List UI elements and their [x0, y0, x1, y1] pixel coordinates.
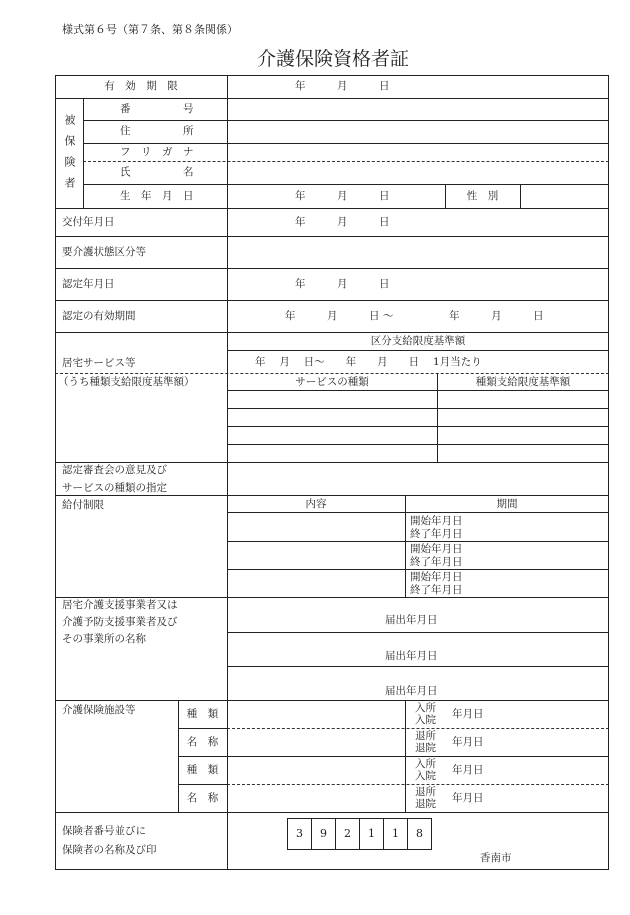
- home-services-label: 居宅サービス等: [62, 357, 136, 369]
- facility-date-label: 年月日: [452, 736, 484, 748]
- rule-vertical: [405, 495, 406, 597]
- insured-number-label: 番 号: [120, 103, 194, 115]
- rule-horizontal: [227, 408, 609, 409]
- restriction-start-label: 開始年月日: [410, 515, 463, 527]
- facility-date-label: 年月日: [452, 792, 484, 804]
- rule-horizontal: [55, 300, 609, 301]
- admission-label: 入所: [415, 702, 436, 714]
- rule-horizontal: [227, 512, 609, 513]
- restriction-end-label: 終了年月日: [410, 556, 463, 568]
- facility-name-label: 名 称: [186, 792, 219, 804]
- care-support-label-1: 居宅介護支援事業者又は: [62, 599, 178, 611]
- issue-date: 年 月 日: [295, 216, 390, 228]
- rule-horizontal: [227, 350, 609, 351]
- restriction-period-header: 期間: [496, 498, 518, 510]
- insurer-number-digit: 1: [383, 818, 408, 850]
- certification-period-label: 認定の有効期間: [62, 310, 136, 322]
- certification-period: 年 月 日 ～ 年 月 日: [285, 310, 544, 322]
- limit-header: 区分支給限度基準額: [370, 335, 466, 347]
- facility-type-label: 種 類: [186, 764, 219, 776]
- facility-date-label: 年月日: [452, 764, 484, 776]
- insurer-number-digit: 2: [335, 818, 360, 850]
- rule-horizontal: [55, 332, 609, 333]
- notification-date-label: 届出年月日: [385, 650, 438, 662]
- limit-period: 年 月 日～ 年 月 日 1月当たり: [255, 356, 482, 368]
- insurer-number-boxes: [287, 818, 432, 850]
- insurer-label-1: 保険者番号並びに: [62, 825, 146, 837]
- insured-sex-label: 性 別: [466, 190, 499, 202]
- insured-name-label: 氏 名: [120, 166, 194, 178]
- notification-date-label: 届出年月日: [385, 685, 438, 697]
- benefit-restriction-label: 給付制限: [62, 499, 104, 511]
- insurer-number-digit: 3: [287, 818, 312, 850]
- rule-horizontal: [55, 462, 609, 463]
- rule-horizontal: [83, 184, 609, 185]
- hospital-discharge-label: 退院: [415, 742, 436, 754]
- care-support-label-3: その事業所の名称: [62, 633, 146, 645]
- rule-horizontal: [227, 632, 609, 633]
- care-support-label-2: 介護予防支援事業者及び: [62, 616, 178, 628]
- rule-vertical: [405, 700, 406, 812]
- rule-horizontal: [227, 444, 609, 445]
- certification-date-label: 認定年月日: [62, 278, 115, 290]
- restriction-end-label: 終了年月日: [410, 528, 463, 540]
- facility-label: 介護保険施設等: [62, 704, 136, 716]
- rule-dashed: [227, 728, 609, 729]
- insurer-number-digit: 1: [359, 818, 384, 850]
- review-opinion-label-1: 認定審査会の意見及び: [62, 464, 167, 476]
- rule-horizontal: [55, 812, 609, 813]
- rule-vertical: [83, 98, 84, 208]
- review-opinion-label-2: サービスの種類の指定: [62, 482, 167, 494]
- hospitalization-label: 入院: [415, 770, 436, 782]
- rule-horizontal: [55, 268, 609, 269]
- care-level-label: 要介護状態区分等: [62, 246, 146, 258]
- certification-date: 年 月 日: [295, 278, 390, 290]
- rule-horizontal: [55, 597, 609, 598]
- rule-horizontal: [55, 236, 609, 237]
- validity-date: 年 月 日: [295, 80, 390, 92]
- issue-date-label: 交付年月日: [62, 216, 115, 228]
- rule-horizontal: [227, 541, 609, 542]
- rule-horizontal: [178, 728, 227, 729]
- rule-dashed: [227, 784, 609, 785]
- insurer-name: 香南市: [480, 852, 512, 864]
- facility-name-label: 名 称: [186, 736, 219, 748]
- rule-horizontal: [55, 700, 609, 701]
- insured-birthdate-label: 生 年 月 日: [120, 190, 194, 202]
- notification-date-label: 届出年月日: [385, 614, 438, 626]
- facility-type-label: 種 類: [186, 708, 219, 720]
- rule-dashed: [83, 161, 609, 162]
- discharge-label: 退所: [415, 730, 436, 742]
- rule-horizontal: [227, 569, 609, 570]
- restriction-content-header: 内容: [305, 498, 327, 510]
- hospital-discharge-label: 退院: [415, 798, 436, 810]
- restriction-end-label: 終了年月日: [410, 584, 463, 596]
- service-type-header: サービスの種類: [295, 376, 369, 388]
- rule-horizontal: [178, 784, 227, 785]
- rule-horizontal: [83, 143, 609, 144]
- service-type-limit-header: 種類支給限度基準額: [475, 376, 571, 388]
- insurer-number-digit: 9: [311, 818, 336, 850]
- discharge-label: 退所: [415, 786, 436, 798]
- insured-birthdate: 年 月 日: [295, 190, 390, 202]
- rule-horizontal: [55, 98, 609, 99]
- restriction-start-label: 開始年月日: [410, 543, 463, 555]
- admission-label: 入所: [415, 758, 436, 770]
- rule-horizontal: [227, 666, 609, 667]
- form-number: 様式第６号（第７条、第８条関係）: [62, 23, 238, 36]
- rule-horizontal: [227, 426, 609, 427]
- rule-horizontal: [55, 495, 609, 496]
- rule-horizontal: [178, 756, 609, 757]
- insured-address-label: 住 所: [120, 125, 194, 137]
- home-services-sub-label: （うち種類支給限度基準額）: [58, 376, 195, 388]
- rule-horizontal: [83, 120, 609, 121]
- rule-dashed: [55, 373, 609, 374]
- insurer-number-digit: 8: [407, 818, 432, 850]
- validity-label: 有 効 期 限: [104, 80, 178, 92]
- restriction-start-label: 開始年月日: [410, 571, 463, 583]
- rule-vertical: [227, 75, 228, 870]
- insured-label: 被保険者: [63, 114, 76, 198]
- facility-date-label: 年月日: [452, 708, 484, 720]
- rule-vertical: [520, 184, 521, 208]
- rule-horizontal: [55, 208, 609, 209]
- page-title: 介護保険資格者証: [256, 48, 409, 70]
- insured-furigana-label: フ リ ガ ナ: [120, 146, 194, 158]
- rule-horizontal: [227, 390, 609, 391]
- hospitalization-label: 入院: [415, 714, 436, 726]
- insurer-label-2: 保険者の名称及び印: [62, 844, 157, 856]
